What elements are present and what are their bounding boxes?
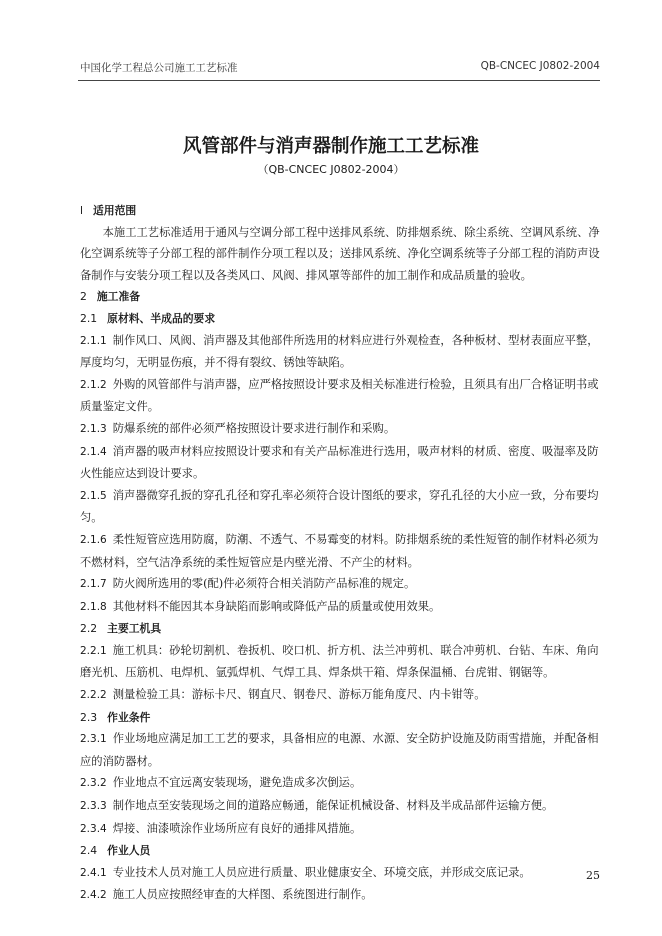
clause-text: 施工机具：砂轮切割机、卷扳机、咬口机、折方机、法兰冲剪机、联合冲剪机、台钻、车床、角向磨光机、压筋机、电焊机、氩弧焊机、气焊工具、焊条烘干箱、焊条保温桶、台虎钳、钢锯等。 <box>80 643 599 680</box>
clause-number: 2.4.1 <box>80 866 107 879</box>
clause-paragraph <box>80 818 600 841</box>
running-header-left: 中国化学工程总公司施工工艺标准 <box>80 62 238 74</box>
clause-number: 2.3.4 <box>80 822 107 835</box>
clause-paragraph <box>80 596 600 619</box>
clause-text: 柔性短管应选用防腐，防潮、不透气、不易霉变的材料。防排烟系统的柔性短管的制作材料必须为不燃材料，空气洁净系统的柔性短管应是内壁光滑、不产尘的材料。 <box>80 532 599 569</box>
section-number: 2.1 <box>80 311 98 325</box>
section-title: 作业人员 <box>107 844 151 858</box>
clause-text: 测量检验工具：游标卡尺、钢直尺、钢卷尺、游标万能角度尺、内卡钳等。 <box>112 688 486 702</box>
clause-text: 其他材料不能因其本身缺陷而影响或降低产品的质量或使用效果。 <box>112 599 441 613</box>
clause-text: 作业场地应满足加工工艺的要求，具备相应的电源、水源、安全防护设施及防雨雪措施，并配备相应的消防器材。 <box>80 732 599 768</box>
clause-text: 消声器的吸声材料应按照设计要求和有关产品标准进行选用，吸声材料的材质、密度、吸湿率及防火性能应达到设计要求。 <box>80 444 599 481</box>
clause-number: 2.1.1 <box>80 334 107 347</box>
clause-paragraph <box>80 684 600 707</box>
section-number: 2.2 <box>80 622 98 636</box>
clause-number: 2.1.5 <box>80 489 107 502</box>
clause-text: 焊接、油漆喷涂作业场所应有良好的通排风措施。 <box>112 821 362 835</box>
section-title: 施工准备 <box>96 290 141 304</box>
clause-paragraph <box>80 573 600 596</box>
clause-paragraph <box>80 330 600 374</box>
clause-text: 施工人员应按照经审查的大样图、系统图进行制作。 <box>112 888 373 902</box>
clause-paragraph <box>80 441 600 485</box>
section-title: 原材料、半成品的要求 <box>107 311 216 325</box>
clause-paragraph <box>80 728 600 772</box>
clause-paragraph <box>80 640 600 684</box>
section-title: 适用范围 <box>93 204 137 217</box>
document-body <box>80 200 600 907</box>
section-number: 2.4 <box>80 844 98 858</box>
clause-number: 2.1.8 <box>80 600 107 613</box>
clause-number: 2.3.2 <box>80 777 107 790</box>
section-number: 2 <box>80 290 87 304</box>
clause-number: 2.1.4 <box>80 445 107 458</box>
clause-paragraph <box>80 795 600 818</box>
section-heading <box>80 200 600 222</box>
clause-paragraph <box>80 862 600 885</box>
section-heading <box>80 308 600 330</box>
clause-number: 2.3.1 <box>80 733 107 746</box>
clause-text: 消声器微穿孔扳的穿孔孔径和穿孔率必须符合设计图纸的要求，穿孔孔径的大小应一致，分布要均匀。 <box>80 488 599 525</box>
clause-number: 2.4.2 <box>80 889 107 902</box>
clause-text: 防爆系统的部件必须严格按照设计要求进行制作和采购。 <box>112 421 396 435</box>
clause-text: 外购的风管部件与消声器，应严格按照设计要求及相关标准进行检验，且须具有出厂合格证明书或质量鉴定文件。 <box>80 377 599 414</box>
clause-number: 2.1.2 <box>80 378 107 391</box>
clause-number: 2.3.3 <box>80 800 107 813</box>
clause-text: 防火阀所选用的零(配)件必须符合相关消防产品标准的规定。 <box>112 577 416 591</box>
clause-paragraph <box>80 418 600 441</box>
clause-text: 制作风口、风阀、消声器及其他部件所选用的材料应进行外观检查，各种板材、型材表面应平整，厚度均匀，无明显伤痕，并不得有裂纹、锈蚀等缺陷。 <box>80 333 599 370</box>
clause-text: 专业技术人员对施工人员应进行质量、职业健康安全、环境交底，并形成交底记录。 <box>112 865 531 879</box>
document-title: 风管部件与消声器制作施工工艺标准 <box>182 136 479 157</box>
header-divider <box>78 80 600 81</box>
section-heading <box>80 286 600 308</box>
section-heading <box>80 707 600 729</box>
section-heading <box>80 618 600 640</box>
clause-number: 2.1.3 <box>80 422 107 435</box>
section-number: l <box>80 204 83 217</box>
clause-number: 2.2.2 <box>80 689 107 702</box>
page-number: 25 <box>586 869 600 882</box>
clause-paragraph <box>80 374 600 418</box>
clause-text: 制作地点至安装现场之间的道路应畅通，能保证机械设备、材料及半成品部件运输方便。 <box>112 799 554 813</box>
clause-text: 作业地点不宜远离安装现场，避免造成多次倒运。 <box>112 776 362 790</box>
clause-number: 2.2.1 <box>80 644 107 657</box>
document-code: （QB-CNCEC J0802-2004） <box>257 163 405 176</box>
clause-paragraph <box>80 772 600 795</box>
section-title: 作业条件 <box>107 710 151 724</box>
clause-number: 2.1.6 <box>80 533 107 546</box>
clause-number: 2.1.7 <box>80 578 107 591</box>
clause-paragraph <box>80 529 600 573</box>
clause-paragraph <box>80 485 600 529</box>
section-title: 主要工机具 <box>107 622 162 636</box>
section-heading <box>80 840 600 862</box>
clause-paragraph <box>80 884 600 907</box>
clause-paragraph <box>80 222 600 287</box>
running-header-right: QB-CNCEC J0802-2004 <box>480 60 600 72</box>
section-number: 2.3 <box>80 710 98 724</box>
clause-text: 本施工工艺标准适用于通风与空调分部工程中送排风系统、防排烟系统、除尘系统、空调风系统、净化空调系统等子分部工程的部件制作分项工程以及；送排风系统、净化空调系统等子分部工程的消防声设备制作与安装分项工程以及各类风口、风阀、排风罩等部件的加工制作和成品质量的验收。 <box>80 225 600 282</box>
